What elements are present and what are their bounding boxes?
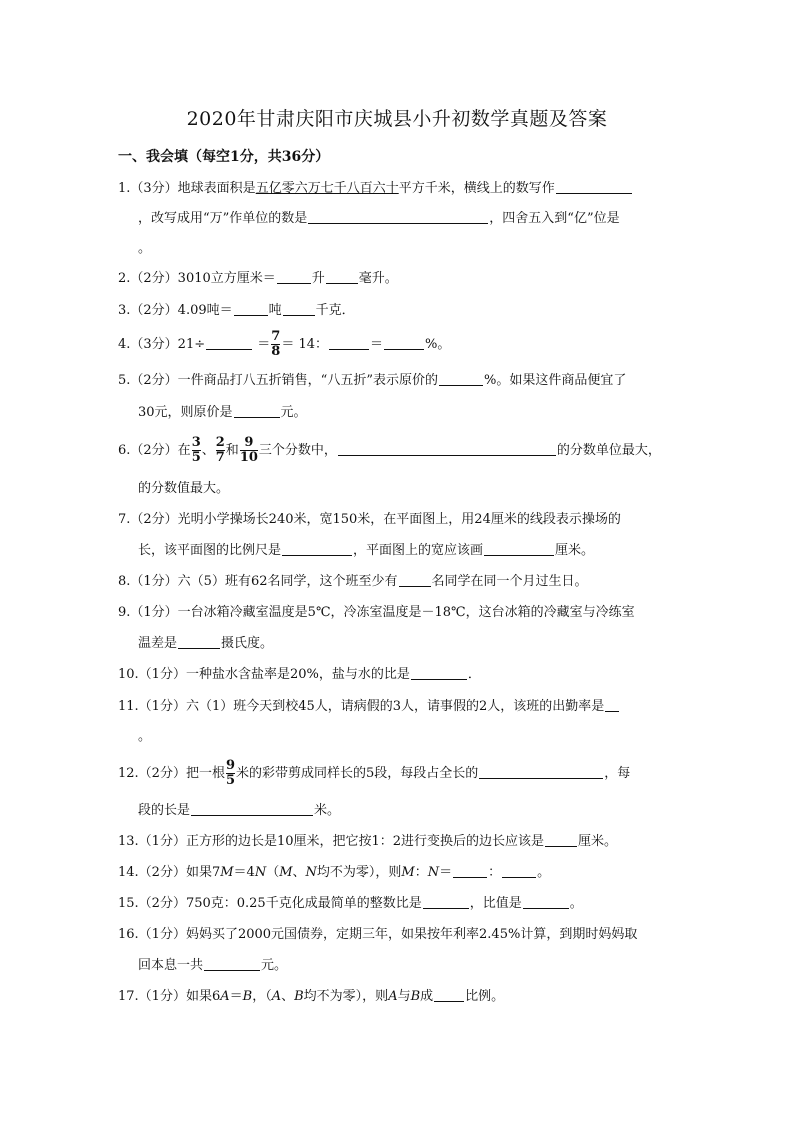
question-1-end: 。	[138, 241, 152, 256]
question-6: 6.（2分）在 $\frac{3}{5}$ 、 $\frac{2}{7}$ 和 $\frac{9}{10}$ 三个分数中， 的分数单位最大，	[118, 435, 661, 465]
blank[interactable]	[329, 336, 369, 350]
blank[interactable]	[545, 833, 577, 847]
blank[interactable]	[423, 895, 469, 909]
blank[interactable]	[234, 404, 280, 418]
question-13: 13.（1分）正方形的边长是10厘米，把它按1：2进行变换后的边长应该是 厘米。	[118, 834, 618, 849]
blank[interactable]	[484, 542, 554, 556]
question-11-cont: 。	[138, 729, 152, 744]
blank[interactable]	[502, 864, 536, 878]
question-2: 2.（2分）3010立方厘米＝ 升 毫升。	[118, 271, 398, 286]
blank[interactable]	[411, 666, 467, 680]
question-16: 16.（1分）妈妈买了2000元国债券，定期三年，如果按年利率2.45%计算，到期时妈妈取	[118, 927, 638, 942]
fraction: $\frac{9}{5}$	[225, 758, 235, 788]
blank[interactable]	[434, 988, 464, 1002]
blank[interactable]	[283, 302, 315, 316]
page-title: 2020年甘肃庆阳市庆城县小升初数学真题及答案	[186, 108, 608, 130]
question-17: 17.（1分）如果6A＝B，（A、B均不为零），则A与B成 比例。	[118, 989, 505, 1004]
question-16-cont: 回本息一共 元。	[138, 958, 288, 973]
blank[interactable]	[399, 573, 431, 587]
fraction: $\frac{3}{5}$	[191, 435, 201, 465]
blank[interactable]	[384, 336, 424, 350]
blank[interactable]	[605, 698, 619, 712]
question-7: 7.（2分）光明小学操场长240米，宽150米，在平面图上，用24厘米的线段表示操场的	[118, 512, 621, 527]
question-5-cont: 30元，则原价是 元。	[138, 405, 307, 420]
fraction: $\frac{2}{7}$	[215, 435, 225, 465]
blank[interactable]	[556, 180, 632, 194]
blank[interactable]	[204, 957, 260, 971]
fraction: $\frac{9}{10}$	[239, 435, 258, 465]
blank[interactable]	[453, 864, 487, 878]
underlined-text: 五亿零六万七千八百六十	[255, 181, 399, 196]
blank[interactable]	[308, 210, 488, 224]
blank[interactable]	[282, 542, 352, 556]
question-9-cont: 温差是 摄氏度。	[138, 636, 274, 651]
blank[interactable]	[326, 270, 358, 284]
blank[interactable]	[178, 635, 220, 649]
blank[interactable]	[191, 802, 313, 816]
question-12: 12.（2分）把一根 $\frac{9}{5}$ 米的彩带剪成同样长的5段，每段占全长的 ，每	[118, 758, 631, 788]
question-4: 4.（3分）21÷ ＝ $\frac{7}{8}$ ＝ 14： ＝ %。	[118, 329, 451, 359]
question-1: 1.（3分）地球表面积是五亿零六万七千八百六十平方千米，横线上的数写作	[118, 180, 633, 198]
question-9: 9.（1分）一台冰箱冷藏室温度是5℃，冷冻室温度是－18℃，这台冰箱的冷藏室与冷练室	[118, 605, 635, 620]
question-6-cont: 的分数值最大。	[138, 481, 230, 496]
fraction: $\frac{7}{8}$	[271, 329, 281, 359]
question-15: 15.（2分）750克：0.25千克化成最简单的整数比是 ，比值是 。	[118, 896, 583, 911]
question-12-cont: 段的长是 米。	[138, 803, 341, 818]
question-14: 14.（2分）如果7M＝4N（M、N均不为零），则M：N＝ ： 。	[118, 865, 551, 880]
blank[interactable]	[234, 302, 268, 316]
question-8: 8.（1分）六（5）班有62名同学，这个班至少有 名同学在同一个月过生日。	[118, 574, 588, 589]
question-5: 5.（2分）一件商品打八五折销售，“八五折”表示原价的 %。如果这件商品便宜了	[118, 373, 627, 388]
section-heading: 一、我会填（每空1分，共36分）	[118, 149, 330, 165]
blank[interactable]	[479, 765, 603, 779]
question-3: 3.（2分）4.09吨＝ 吨 千克．	[118, 303, 355, 318]
blank[interactable]	[277, 270, 311, 284]
question-1-cont: ，改写成用“万”作单位的数是 ，四舍五入到“亿”位是	[138, 211, 620, 226]
question-11: 11.（1分）六（1）班今天到校45人，请病假的3人，请事假的2人，该班的出勤率是	[118, 698, 620, 716]
question-10: 10.（1分）一种盐水含盐率是20%，盐与水的比是 ．	[118, 667, 481, 682]
blank[interactable]	[206, 336, 252, 350]
question-7-cont: 长，该平面图的比例尺是 ，平面图上的宽应该画 厘米。	[138, 543, 595, 558]
blank[interactable]	[523, 895, 569, 909]
blank[interactable]	[338, 442, 556, 456]
blank[interactable]	[439, 372, 483, 386]
